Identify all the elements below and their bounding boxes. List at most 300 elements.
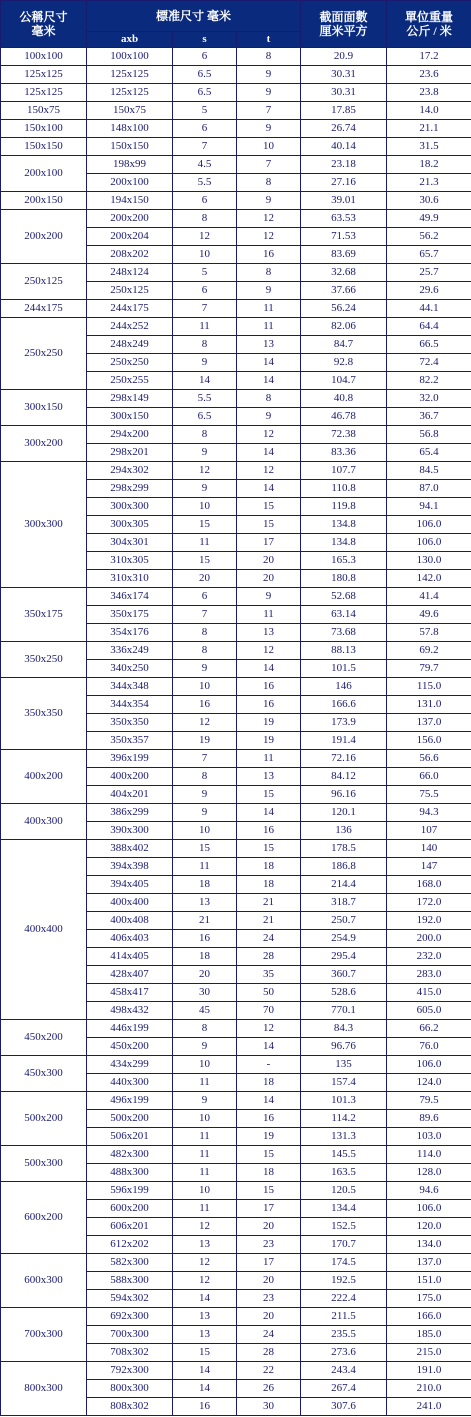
t-cell: 23 [237,1290,301,1308]
table-row [1,66,471,84]
table-row [1,300,471,318]
axb-cell: 350x357 [87,732,173,750]
nominal-size-cell: 250x125 [1,264,87,300]
weight-cell: 82.2 [387,372,471,390]
weight-cell: 156.0 [387,732,471,750]
weight-cell: 106.0 [387,1056,471,1074]
nominal-size-cell: 244x175 [1,300,87,318]
area-cell: 26.74 [301,120,387,138]
s-cell: 5.5 [173,390,237,408]
axb-cell: 692x300 [87,1308,173,1326]
s-cell: 10 [173,1182,237,1200]
t-cell: 15 [237,840,301,858]
nominal-size-cell: 100x100 [1,48,87,66]
s-cell: 19 [173,732,237,750]
area-cell: 295.4 [301,948,387,966]
t-cell: 15 [237,1146,301,1164]
area-cell: 110.8 [301,480,387,498]
area-cell: 173.9 [301,714,387,732]
s-cell: 6 [173,282,237,300]
axb-cell: 428x407 [87,966,173,984]
t-cell: 17 [237,1254,301,1272]
s-cell: 13 [173,1326,237,1344]
nominal-size-cell: 150x100 [1,120,87,138]
t-cell: 12 [237,462,301,480]
area-cell: 186.8 [301,858,387,876]
s-cell: 13 [173,1236,237,1254]
axb-cell: 396x199 [87,750,173,768]
table-row [1,840,471,858]
weight-cell: 114.0 [387,1146,471,1164]
table-row [1,102,471,120]
area-cell: 96.16 [301,786,387,804]
t-cell: 16 [237,696,301,714]
s-cell: 11 [173,1146,237,1164]
axb-cell: 404x201 [87,786,173,804]
axb-cell: 612x202 [87,1236,173,1254]
s-cell: 30 [173,984,237,1002]
nominal-size-cell: 450x300 [1,1056,87,1092]
area-cell: 30.31 [301,66,387,84]
t-cell: 9 [237,588,301,606]
weight-cell: 106.0 [387,516,471,534]
s-cell: 5 [173,102,237,120]
weight-cell: 76.0 [387,1038,471,1056]
table-row [1,804,471,822]
axb-cell: 400x408 [87,912,173,930]
weight-cell: 94.3 [387,804,471,822]
s-cell: 12 [173,228,237,246]
weight-cell: 130.0 [387,552,471,570]
nominal-size-cell: 450x200 [1,1020,87,1056]
s-cell: 13 [173,1308,237,1326]
nominal-size-cell: 200x150 [1,192,87,210]
weight-cell: 192.0 [387,912,471,930]
axb-cell: 450x200 [87,1038,173,1056]
s-cell: 15 [173,516,237,534]
t-cell: 50 [237,984,301,1002]
table-row [1,264,471,282]
area-cell: 101.3 [301,1092,387,1110]
weight-cell: 283.0 [387,966,471,984]
axb-cell: 440x300 [87,1074,173,1092]
s-cell: 21 [173,912,237,930]
weight-cell: 23.8 [387,84,471,102]
t-cell: 14 [237,1038,301,1056]
table-row [1,84,471,102]
nominal-size-cell: 125x125 [1,66,87,84]
area-cell: 273.6 [301,1344,387,1362]
nominal-size-cell: 500x200 [1,1092,87,1146]
area-cell: 84.3 [301,1020,387,1038]
axb-cell: 208x202 [87,246,173,264]
nominal-size-cell: 300x300 [1,462,87,588]
weight-cell: 124.0 [387,1074,471,1092]
s-cell: 9 [173,444,237,462]
weight-cell: 172.0 [387,894,471,912]
s-cell: 10 [173,1110,237,1128]
t-cell: 20 [237,1272,301,1290]
axb-cell: 346x174 [87,588,173,606]
nominal-size-cell: 600x200 [1,1182,87,1254]
area-cell: 528.6 [301,984,387,1002]
nominal-header-line1: 公稱尺寸 [19,10,68,24]
weight-cell: 415.0 [387,984,471,1002]
area-cell: 52.68 [301,588,387,606]
s-cell: 13 [173,894,237,912]
s-cell: 11 [173,1200,237,1218]
axb-cell: 298x201 [87,444,173,462]
t-cell: 14 [237,444,301,462]
weight-cell: 115.0 [387,678,471,696]
weight-cell: 17.2 [387,48,471,66]
area-header [301,1,387,48]
area-cell: 770.1 [301,1002,387,1020]
axb-cell: 414x405 [87,948,173,966]
area-cell: 114.2 [301,1110,387,1128]
t-cell: 14 [237,1092,301,1110]
t-cell: 19 [237,714,301,732]
table-row [1,1020,471,1038]
weight-cell: 31.5 [387,138,471,156]
axb-cell: 248x249 [87,336,173,354]
nominal-size-cell: 350x250 [1,642,87,678]
t-cell: 13 [237,336,301,354]
axb-cell: 808x302 [87,1398,173,1416]
weight-cell: 66.5 [387,336,471,354]
weight-cell: 66.0 [387,768,471,786]
axb-cell: 300x305 [87,516,173,534]
t-cell: 11 [237,300,301,318]
t-cell: 28 [237,1344,301,1362]
area-cell: 145.5 [301,1146,387,1164]
t-cell: 28 [237,948,301,966]
weight-cell: 23.6 [387,66,471,84]
axb-cell: 606x201 [87,1218,173,1236]
area-cell: 46.78 [301,408,387,426]
area-cell: 72.38 [301,426,387,444]
weight-cell: 65.4 [387,444,471,462]
table-row [1,390,471,408]
weight-cell: 25.7 [387,264,471,282]
weight-cell: 128.0 [387,1164,471,1182]
axb-cell: 344x348 [87,678,173,696]
weight-header-line2: 公斤 / 米 [406,24,452,38]
axb-cell: 498x432 [87,1002,173,1020]
weight-cell: 69.2 [387,642,471,660]
axb-cell: 594x302 [87,1290,173,1308]
t-cell: 9 [237,120,301,138]
weight-cell: 18.2 [387,156,471,174]
axb-cell: 792x300 [87,1362,173,1380]
area-cell: 243.4 [301,1362,387,1380]
axb-cell: 386x299 [87,804,173,822]
axb-cell: 298x149 [87,390,173,408]
s-cell: 12 [173,714,237,732]
area-cell: 72.16 [301,750,387,768]
s-cell: 9 [173,804,237,822]
t-cell: 20 [237,570,301,588]
table-row [1,1056,471,1074]
s-cell: 8 [173,426,237,444]
nominal-size-cell: 400x400 [1,840,87,1020]
axb-cell: 248x124 [87,264,173,282]
t-cell: 15 [237,786,301,804]
axb-cell: 244x252 [87,318,173,336]
weight-cell: 191.0 [387,1362,471,1380]
area-cell: 134.4 [301,1200,387,1218]
t-cell: 11 [237,318,301,336]
t-cell: 26 [237,1380,301,1398]
s-cell: 14 [173,372,237,390]
table-row [1,192,471,210]
axb-cell: 304x301 [87,534,173,552]
nominal-size-cell: 350x175 [1,588,87,642]
area-cell: 235.5 [301,1326,387,1344]
area-cell: 40.14 [301,138,387,156]
weight-cell: 151.0 [387,1272,471,1290]
weight-cell: 14.0 [387,102,471,120]
area-cell: 318.7 [301,894,387,912]
s-cell: 7 [173,138,237,156]
t-cell: 14 [237,372,301,390]
t-cell: 16 [237,1110,301,1128]
s-cell: 5 [173,264,237,282]
t-cell: 12 [237,642,301,660]
t-cell: 21 [237,894,301,912]
s-cell: 9 [173,354,237,372]
nominal-size-cell: 150x75 [1,102,87,120]
table-row [1,678,471,696]
nominal-size-cell: 700x300 [1,1308,87,1362]
weight-cell: 94.6 [387,1182,471,1200]
table-row [1,750,471,768]
axb-cell: 434x299 [87,1056,173,1074]
s-cell: 15 [173,840,237,858]
weight-cell: 140 [387,840,471,858]
axb-cell: 344x354 [87,696,173,714]
s-cell: 16 [173,696,237,714]
axb-cell: 150x75 [87,102,173,120]
s-cell: 12 [173,462,237,480]
s-cell: 12 [173,1254,237,1272]
s-cell: 6 [173,48,237,66]
weight-cell: 21.1 [387,120,471,138]
area-cell: 134.8 [301,534,387,552]
s-cell: 5.5 [173,174,237,192]
area-cell: 32.68 [301,264,387,282]
s-cell: 8 [173,642,237,660]
axb-cell: 582x300 [87,1254,173,1272]
s-cell: 15 [173,552,237,570]
area-cell: 56.24 [301,300,387,318]
weight-cell: 32.0 [387,390,471,408]
weight-cell: 84.5 [387,462,471,480]
nominal-size-cell: 125x125 [1,84,87,102]
weight-header-line1: 單位重量 [405,10,454,24]
nominal-header-line2: 毫米 [31,24,56,38]
t-cell: 11 [237,750,301,768]
weight-cell: 36.7 [387,408,471,426]
s-cell: 20 [173,966,237,984]
s-cell: 9 [173,660,237,678]
nominal-size-cell: 200x100 [1,156,87,192]
nominal-size-cell: 600x300 [1,1254,87,1308]
axb-cell: 100x100 [87,48,173,66]
area-cell: 267.4 [301,1380,387,1398]
weight-cell: 120.0 [387,1218,471,1236]
t-cell: 7 [237,156,301,174]
area-cell: 63.53 [301,210,387,228]
weight-cell: 65.7 [387,246,471,264]
axb-cell: 406x403 [87,930,173,948]
t-cell: 15 [237,1182,301,1200]
area-cell: 104.7 [301,372,387,390]
weight-cell: 56.2 [387,228,471,246]
axb-cell: 125x125 [87,66,173,84]
area-cell: 82.06 [301,318,387,336]
weight-cell: 103.0 [387,1128,471,1146]
weight-header [387,1,471,48]
weight-cell: 72.4 [387,354,471,372]
t-cell: 8 [237,264,301,282]
s-cell: 4.5 [173,156,237,174]
weight-cell: 210.0 [387,1380,471,1398]
axb-cell: 310x310 [87,570,173,588]
area-cell: 120.1 [301,804,387,822]
weight-cell: 66.2 [387,1020,471,1038]
s-cell: 8 [173,210,237,228]
axb-cell: 390x300 [87,822,173,840]
area-cell: 165.3 [301,552,387,570]
weight-cell: 131.0 [387,696,471,714]
weight-cell: 56.6 [387,750,471,768]
area-cell: 192.5 [301,1272,387,1290]
area-cell: 211.5 [301,1308,387,1326]
t-cell: 18 [237,876,301,894]
s-cell: 8 [173,768,237,786]
area-cell: 84.7 [301,336,387,354]
t-cell: 10 [237,138,301,156]
weight-cell: 94.1 [387,498,471,516]
weight-cell: 200.0 [387,930,471,948]
axb-cell: 500x200 [87,1110,173,1128]
area-cell: 178.5 [301,840,387,858]
area-cell: 146 [301,678,387,696]
spec-table-body [1,48,471,1416]
weight-cell: 175.0 [387,1290,471,1308]
area-cell: 135 [301,1056,387,1074]
s-cell: 11 [173,1128,237,1146]
table-row [1,48,471,66]
area-cell: 152.5 [301,1218,387,1236]
axb-cell: 300x150 [87,408,173,426]
axb-cell: 150x150 [87,138,173,156]
area-cell: 37.66 [301,282,387,300]
weight-cell: 168.0 [387,876,471,894]
s-cell: 10 [173,498,237,516]
s-cell: 8 [173,624,237,642]
t-cell: 20 [237,1218,301,1236]
t-cell: 17 [237,1200,301,1218]
weight-cell: 166.0 [387,1308,471,1326]
area-cell: 214.4 [301,876,387,894]
weight-cell: 30.6 [387,192,471,210]
t-cell: 18 [237,1164,301,1182]
axb-cell: 800x300 [87,1380,173,1398]
t-cell: 9 [237,66,301,84]
area-cell: 222.4 [301,1290,387,1308]
s-cell: 8 [173,1020,237,1038]
s-cell: 20 [173,570,237,588]
table-row [1,138,471,156]
axb-cell: 506x201 [87,1128,173,1146]
area-cell: 136 [301,822,387,840]
t-cell: 12 [237,228,301,246]
area-cell: 101.5 [301,660,387,678]
s-cell: 15 [173,1344,237,1362]
s-cell: 6 [173,588,237,606]
t-cell: 7 [237,102,301,120]
axb-cell: 394x398 [87,858,173,876]
weight-cell: 106.0 [387,534,471,552]
area-cell: 17.85 [301,102,387,120]
s-cell: 10 [173,1056,237,1074]
t-cell: 16 [237,822,301,840]
axb-cell: 488x300 [87,1164,173,1182]
s-cell: 11 [173,858,237,876]
s-cell: 7 [173,300,237,318]
weight-cell: 185.0 [387,1326,471,1344]
s-cell: 16 [173,930,237,948]
s-cell: 12 [173,1272,237,1290]
s-cell: 10 [173,822,237,840]
standard-size-header: 標准尺寸 毫米 [87,1,301,32]
nominal-size-cell: 300x150 [1,390,87,426]
table-row [1,462,471,480]
area-cell: 96.76 [301,1038,387,1056]
axb-cell: 250x255 [87,372,173,390]
area-cell: 119.8 [301,498,387,516]
t-cell: 8 [237,390,301,408]
axb-cell: 200x100 [87,174,173,192]
table-row [1,1254,471,1272]
area-cell: 83.36 [301,444,387,462]
s-cell: 14 [173,1362,237,1380]
nominal-size-cell: 400x200 [1,750,87,804]
axb-cell: 482x300 [87,1146,173,1164]
t-cell: 70 [237,1002,301,1020]
s-cell: 7 [173,606,237,624]
area-header-line2: 厘米平方 [319,24,368,38]
nominal-size-cell: 300x200 [1,426,87,462]
area-cell: 88.13 [301,642,387,660]
weight-cell: 64.4 [387,318,471,336]
area-cell: 250.7 [301,912,387,930]
s-cell: 6 [173,192,237,210]
t-cell: 24 [237,1326,301,1344]
t-cell: 9 [237,282,301,300]
area-cell: 63.14 [301,606,387,624]
s-cell: 6.5 [173,84,237,102]
t-cell: 21 [237,912,301,930]
t-cell: 14 [237,804,301,822]
t-cell: 12 [237,1020,301,1038]
nominal-size-cell: 350x350 [1,678,87,750]
s-cell: 11 [173,1074,237,1092]
nominal-size-cell: 200x200 [1,210,87,264]
table-row [1,588,471,606]
